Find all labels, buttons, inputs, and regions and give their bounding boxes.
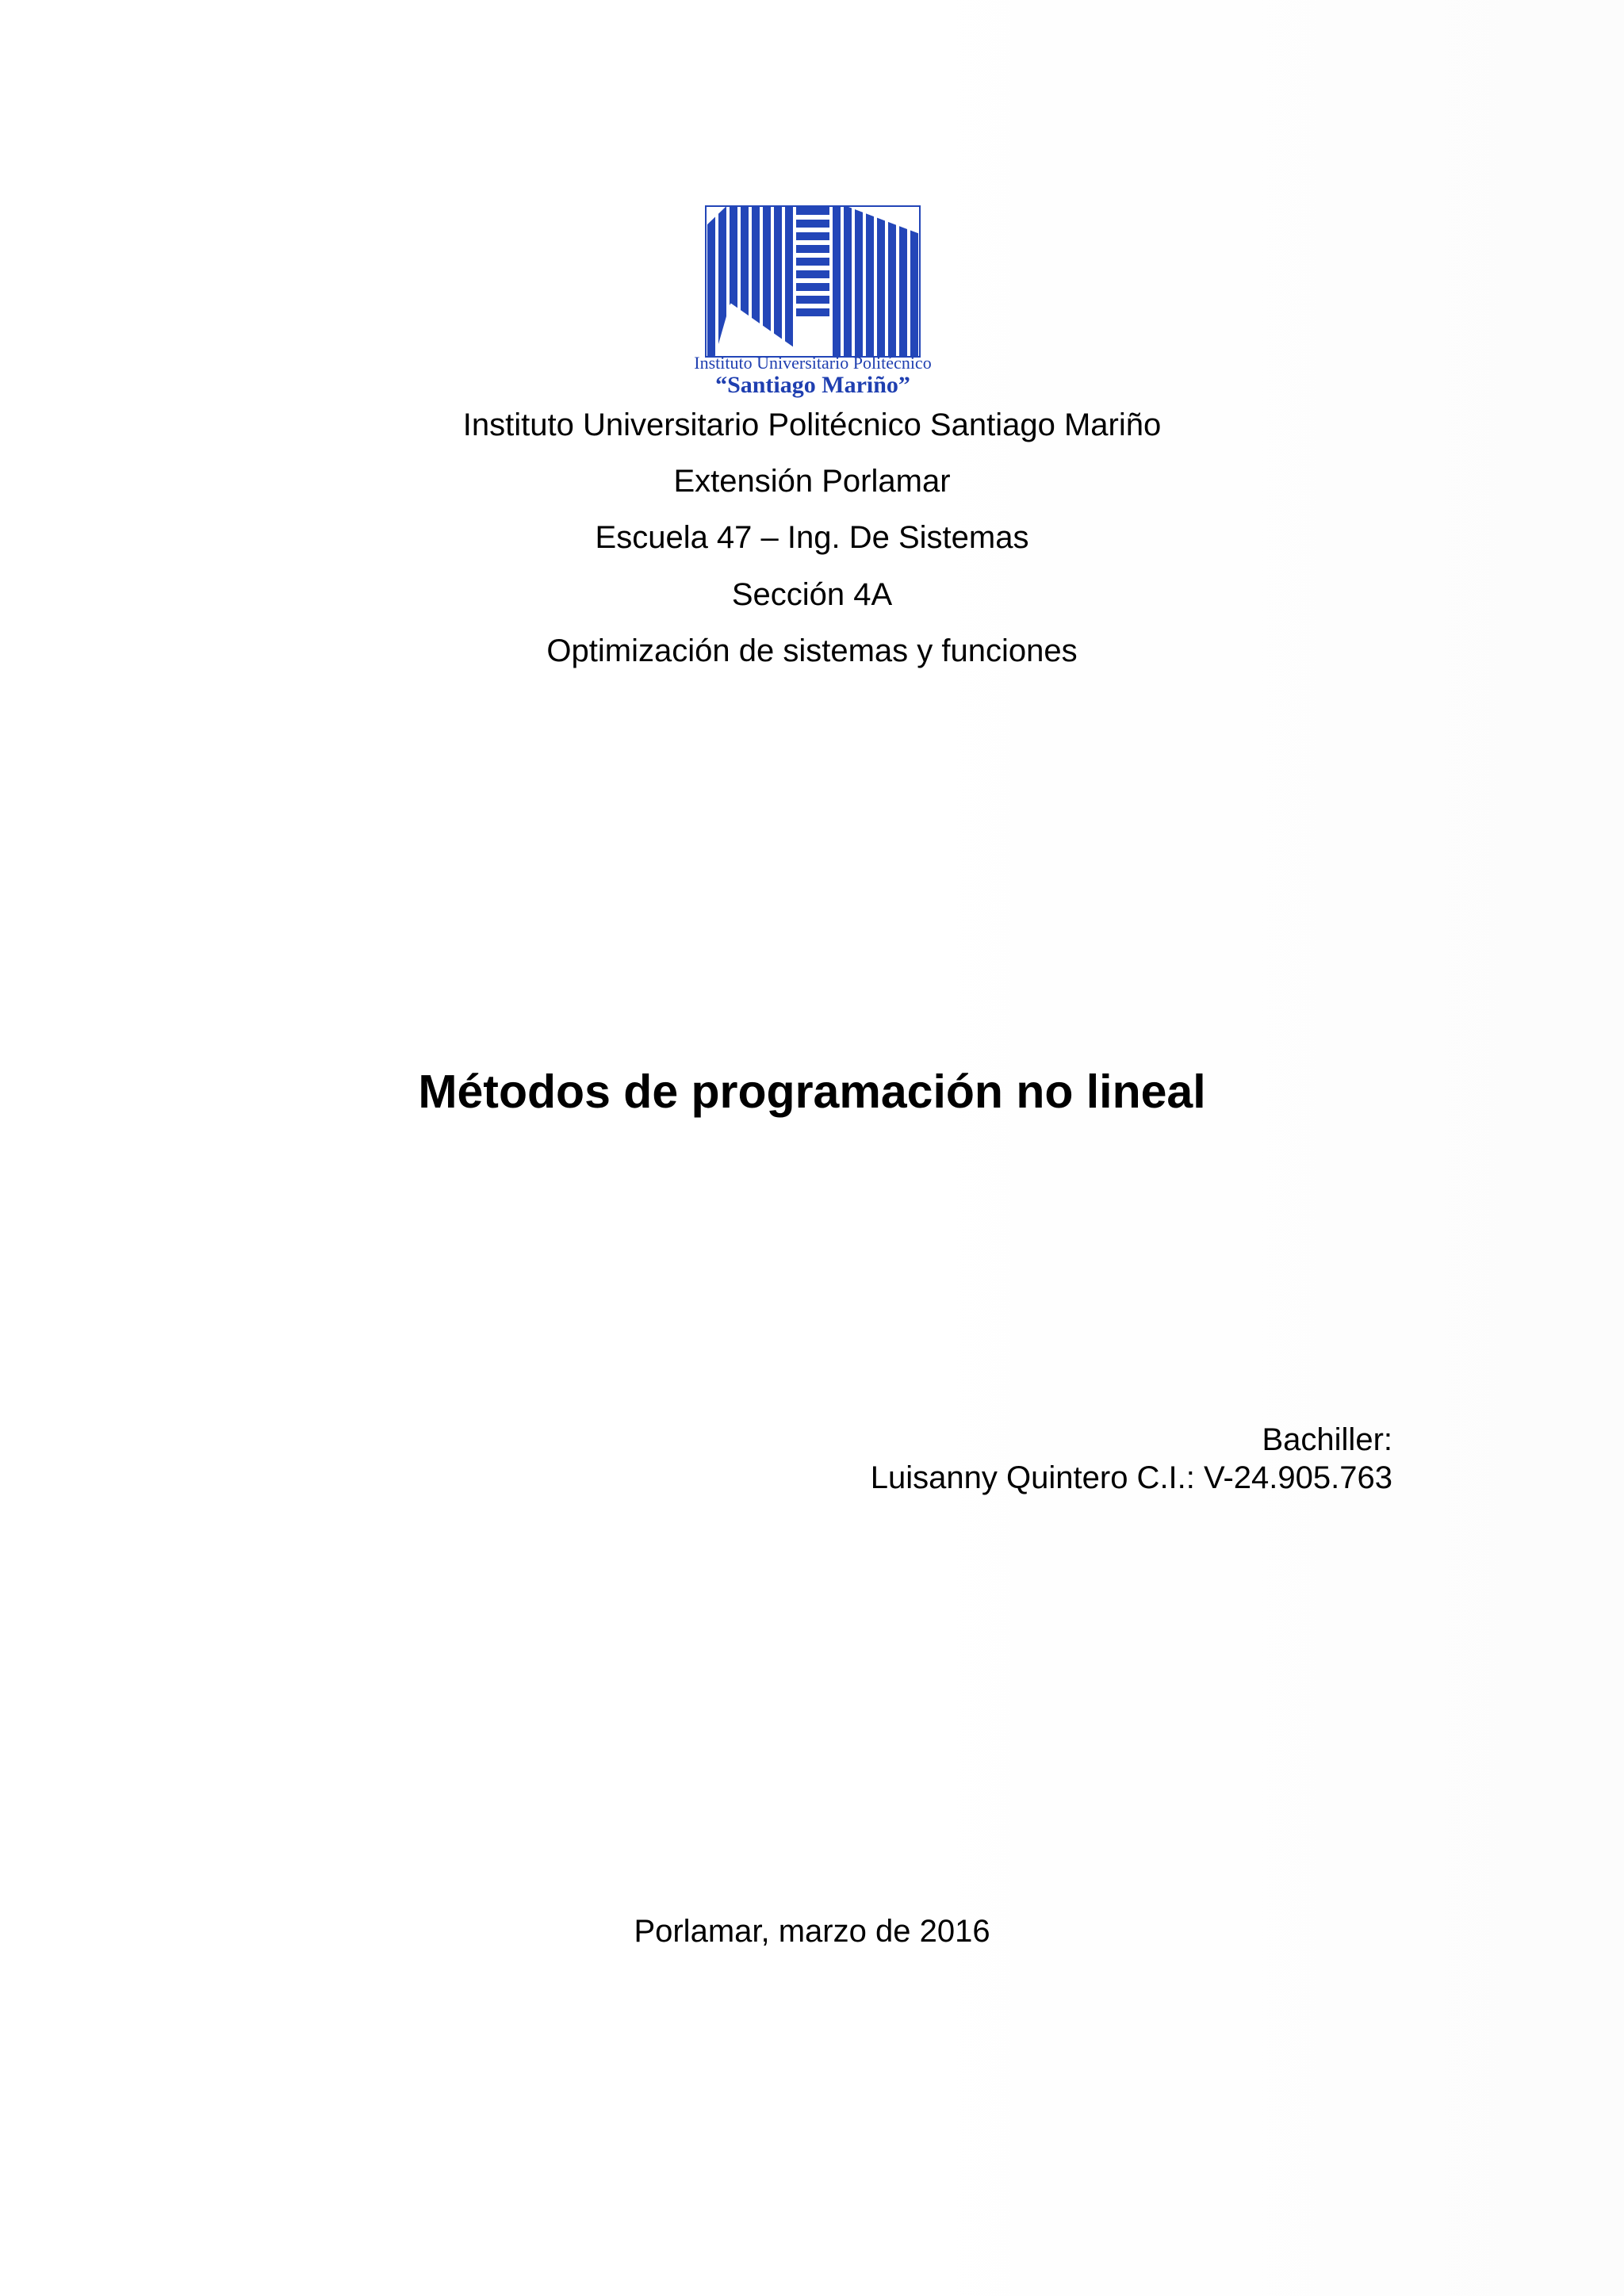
author-name: Luisanny Quintero C.I.: V-24.905.763 xyxy=(870,1460,1392,1495)
extension-name: Extensión Porlamar xyxy=(673,464,951,499)
logo-caption-line2: “Santiago Mariño” xyxy=(715,372,910,398)
course-name: Optimización de sistemas y funciones xyxy=(546,633,1078,668)
author-label: Bachiller: xyxy=(1262,1422,1392,1457)
author-block xyxy=(871,1421,1392,1497)
place-date: Porlamar, marzo de 2016 xyxy=(634,1914,990,1949)
institution-name: Instituto Universitario Politécnico Santiago Mariño xyxy=(462,408,1162,442)
logo-caption-line1: Instituto Universitario Politécnico xyxy=(694,353,932,373)
section-name: Sección 4A xyxy=(731,577,893,612)
school-name: Escuela 47 – Ing. De Sistemas xyxy=(595,520,1029,555)
document-title: Métodos de programación no lineal xyxy=(418,1066,1206,1118)
